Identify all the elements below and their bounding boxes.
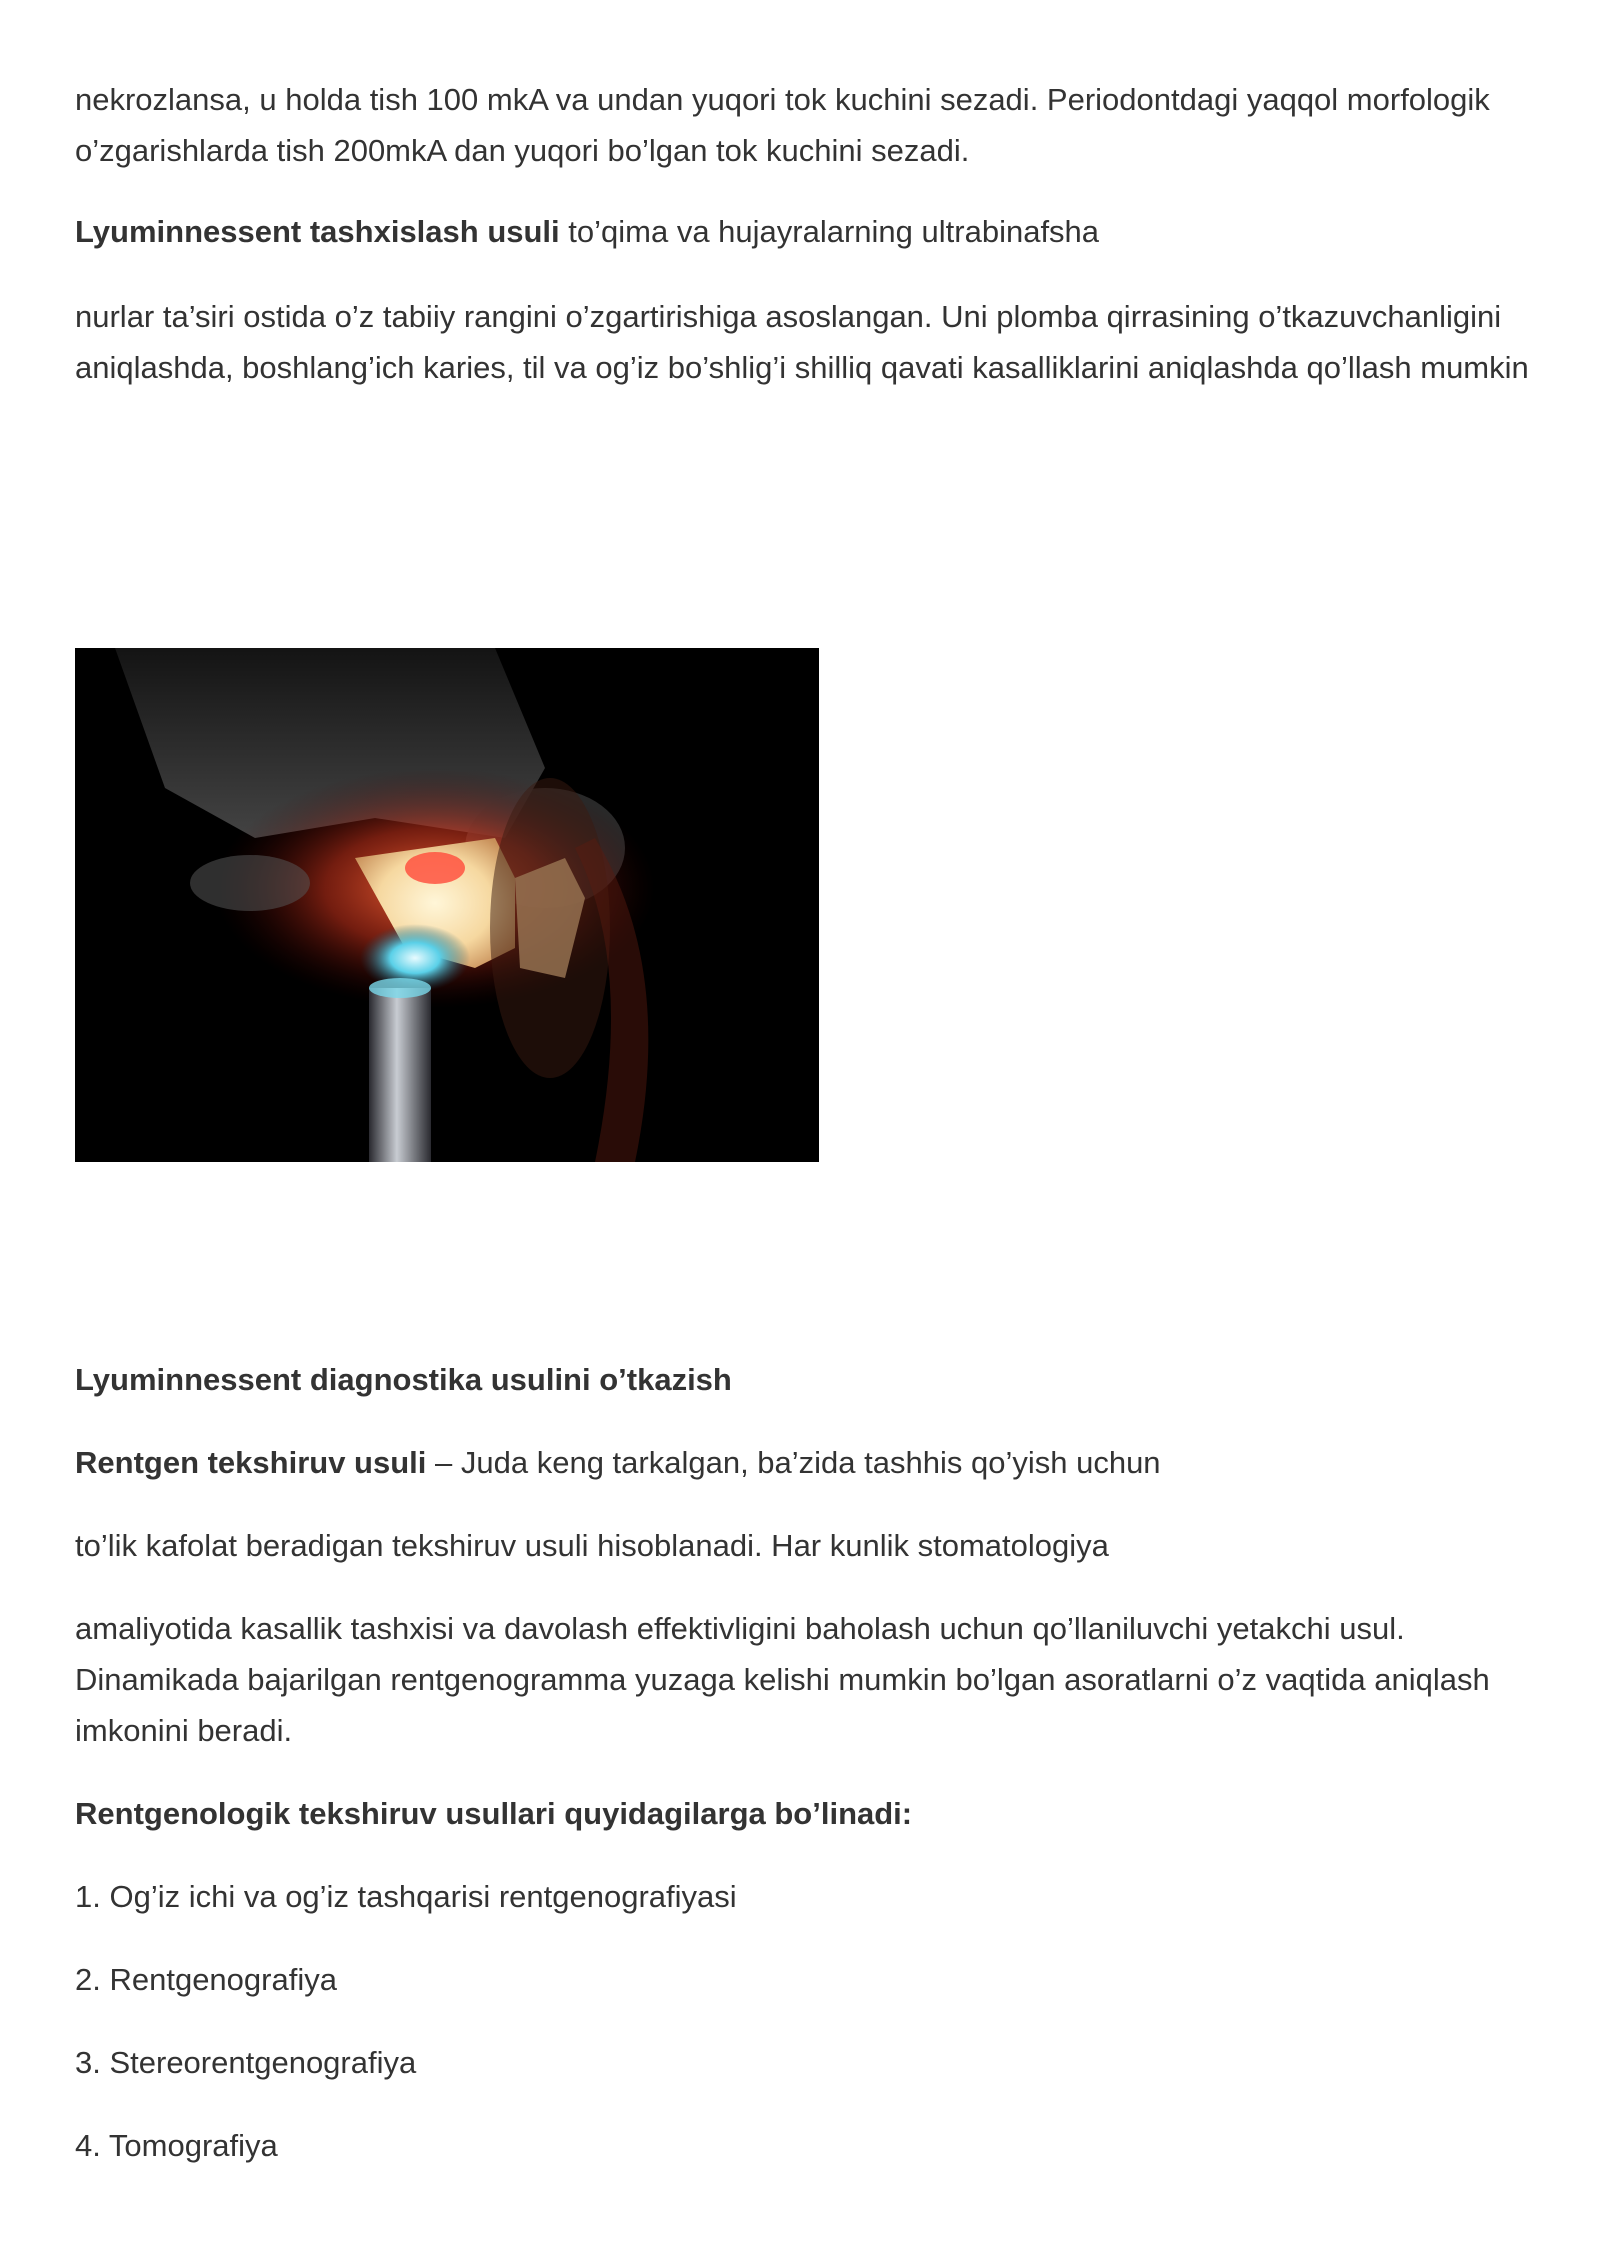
list-item: 4. Tomografiya [75,2128,278,2163]
list-item: 3. Stereorentgenografiya [75,2045,417,2080]
paragraph-xray-intro [75,1437,1535,1488]
paragraph-electroodontometry: nekrozlansa, u holda tish 100 mkA va undan yuqori tok kuchini sezadi. Periodontdagi yaqqol morfologik o’zgarishlarda tish 200mkA dan yuqori bo’lgan tok kuchini sezadi. [75,82,1490,168]
image-caption-text: Lyuminnessent diagnostika usulini o’tkazish [75,1362,732,1397]
paragraph-luminescent-description: nurlar ta’siri ostida o’z tabiiy rangini o’zgartirishiga asoslangan. Uni plomba qirrasining o’tkazuvchanligini aniqlashda, boshlang’ich karies, til va og’iz bo’shlig’i shilliq qavati kasalliklarini aniqlashda qo’llash mumkin [75,299,1529,385]
section-heading-xray-methods [75,1788,1535,1839]
image-caption [75,1354,1535,1405]
term-xray-method: Rentgen tekshiruv usuli [75,1445,427,1480]
paragraph-xray-intro-text: – Juda keng tarkalgan, ba’zida tashhis qo’yish uchun [426,1445,1161,1480]
list-item: 1. Og’iz ichi va og’iz tashqarisi rentgenografiyasi [75,1879,737,1914]
paragraph-xray-practice: amaliyotida kasallik tashxisi va davolash effektivligini baholash uchun qo’llaniluvchi yetakchi usul. Dinamikada bajarilgan rentgenogramma yuzaga kelishi mumkin bo’lgan asoratlarni o’z vaqtida aniqlash imkonini beradi. [75,1611,1490,1748]
term-luminescent-method: Lyuminnessent tashxislash usuli [75,214,560,249]
luminescent-diagnostics-photo [75,648,819,1162]
paragraph-xray-guarantee: to’lik kafolat beradigan tekshiruv usuli hisoblanadi. Har kunlik stomatologiya [75,1528,1109,1563]
list-item: 2. Rentgenografiya [75,1962,337,1997]
paragraph-luminescent-intro-text: to’qima va hujayralarning ultrabinafsha [559,214,1100,249]
section-heading-text: Rentgenologik tekshiruv usullari quyidagilarga bo’linadi: [75,1796,913,1831]
paragraph-luminescent-intro [75,206,1535,257]
